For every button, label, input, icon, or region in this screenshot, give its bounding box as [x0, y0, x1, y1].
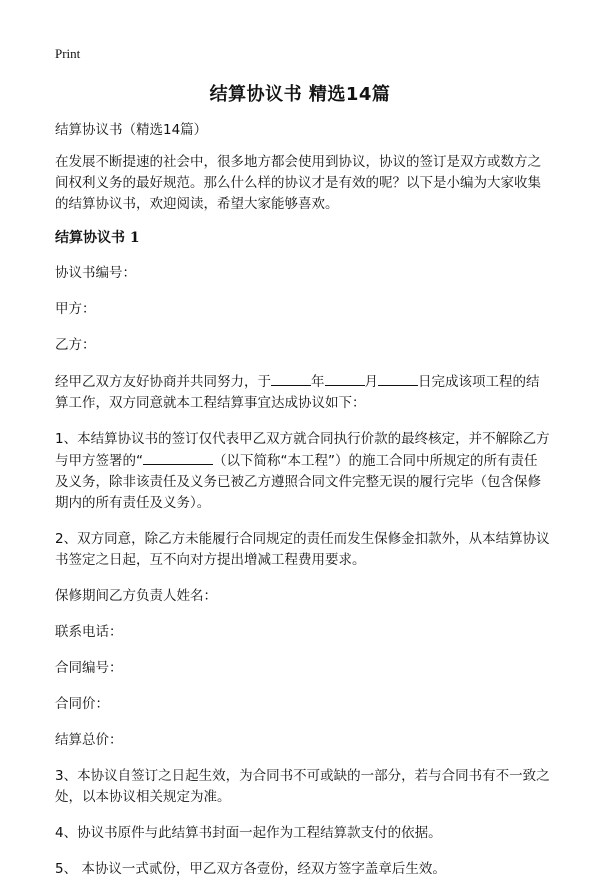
clause-1-text-2: （以下简称“本工程”）的施工合同中所规定的所有责任及义务，除非该责任及义务已被乙方遵照合同文件完整无误的履行完毕（包含保修期内的所有责任及义务）。 — [55, 453, 541, 511]
clause-3: 3、本协议自签订之日起生效，为合同书不可或缺的一部分，若与合同书有不一致之处，以本协议相关规定为准。 — [55, 768, 550, 805]
phone-field: 联系电话： — [55, 624, 123, 640]
document-title: 结算协议书 精选14篇 — [209, 84, 391, 105]
contract-price-field: 合同价： — [55, 696, 109, 712]
month-blank — [325, 371, 365, 386]
project-name-blank — [143, 450, 213, 465]
print-link[interactable]: Print — [55, 46, 81, 61]
completion-text-2: 日完成该项工程的结算工作，双方同意就本工程结算事宜达成协议如下： — [55, 374, 540, 411]
party-b-field: 乙方： — [55, 337, 96, 353]
year-blank — [271, 371, 311, 386]
section-heading: 结算协议书 1 — [55, 230, 140, 246]
year-label: 年 — [311, 374, 325, 390]
contract-number-field: 合同编号： — [55, 660, 123, 676]
completion-paragraph — [55, 371, 550, 414]
completion-text-1: 经甲乙双方友好协商并共同努力，于 — [55, 374, 271, 390]
document-body — [55, 120, 550, 895]
document-subtitle: 结算协议书（精选14篇） — [55, 122, 208, 138]
month-label: 月 — [364, 374, 378, 390]
clause-2: 2、双方同意，除乙方未能履行合同规定的责任而发生保修金扣款外，从本结算协议书签定之日起，互不向对方提出增减工程费用要求。 — [55, 531, 550, 568]
agreement-number-field: 协议书编号： — [55, 265, 136, 281]
warranty-person-field: 保修期间乙方负责人姓名： — [55, 588, 217, 604]
clause-4: 4、协议书原件与此结算书封面一起作为工程结算款支付的依据。 — [55, 825, 442, 841]
day-blank — [378, 371, 418, 386]
intro-paragraph: 在发展不断提速的社会中，很多地方都会使用到协议，协议的签订是双方或数方之间权利义务的最好规范。那么什么样的协议才是有效的呢？以下是小编为大家收集的结算协议书，欢迎阅读，希望大家能够喜欢。 — [55, 154, 541, 212]
clause-5: 5、 本协议一式贰份，甲乙双方各壹份，经双方签字盖章后生效。 — [55, 861, 446, 877]
settlement-total-field: 结算总价： — [55, 732, 123, 748]
clause-1 — [55, 429, 550, 514]
party-a-field: 甲方： — [55, 301, 96, 317]
clause-1-text-1: 1、本结算协议书的签订仅代表甲乙双方就合同执行价款的最终核定，并不解除乙方与甲方签署的“ — [55, 431, 550, 469]
